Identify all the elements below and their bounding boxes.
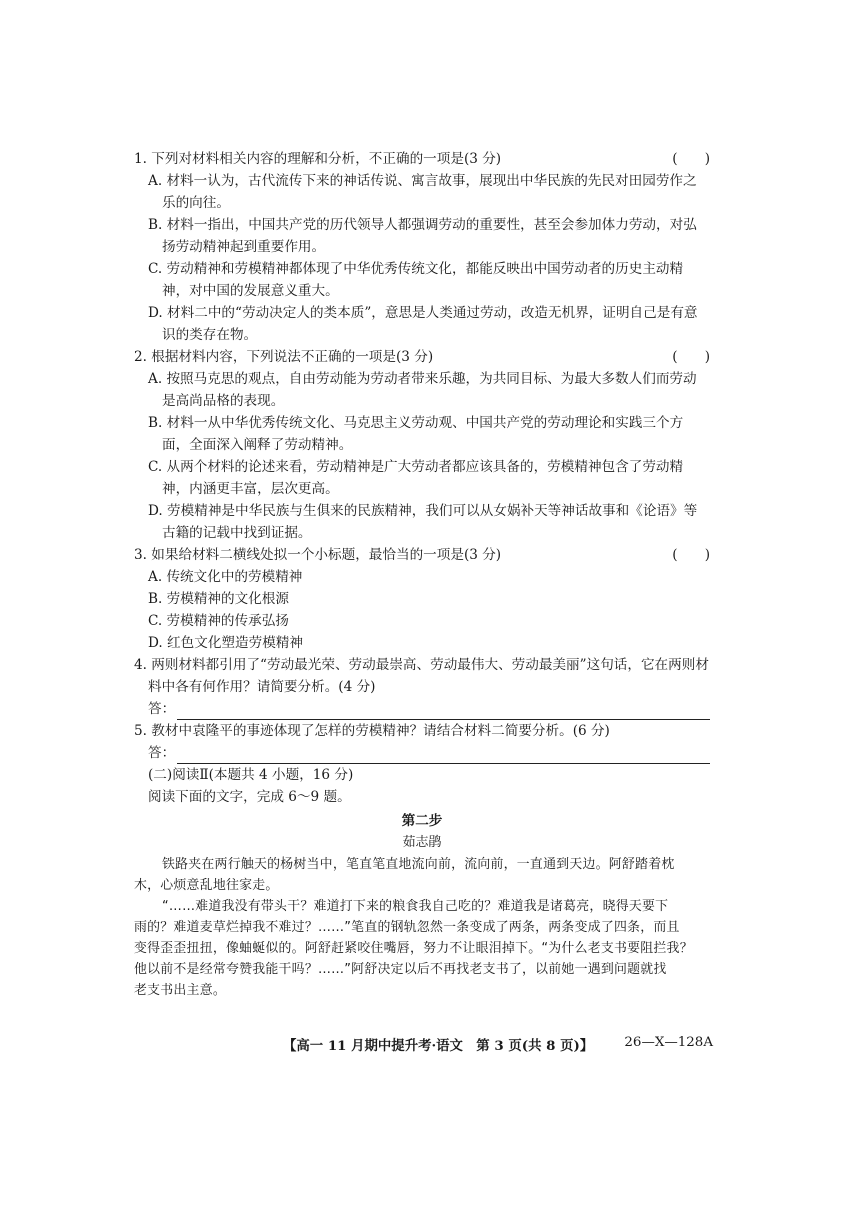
q4-answer-label: 答： (148, 701, 176, 717)
q5-line-1: 5. 教材中袁隆平的事迹体现了怎样的劳模精神？请结合材料二简要分析。(6 分) (134, 723, 610, 739)
page-footer (283, 1035, 713, 1054)
question-1 (134, 148, 710, 346)
question-5 (134, 720, 710, 764)
option-A-line-1: A. 材料一认为，古代流传下来的神话传说、寓言故事，展现出中华民族的先民对田园劳作之 (148, 173, 697, 189)
option-D-line-2: 古籍的记载中找到证据。 (162, 525, 312, 541)
story-line: 雨的？难道麦草烂掉我不难过？……”笔直的钢轨忽然一条变成了两条，两条变成了四条，而且 (134, 920, 680, 935)
q5-answer-field[interactable] (134, 742, 710, 764)
option-B-line-1: B. 劳模精神的文化根源 (148, 591, 289, 607)
q4-answer-field[interactable] (134, 698, 710, 720)
option-A-line-2: 是高尚品格的表现。 (162, 393, 285, 409)
option-D-line-1: D. 劳模精神是中华民族与生俱来的民族精神，我们可以从女娲补天等神话故事和《论语》等 (148, 503, 698, 519)
option-C-line-1: C. 劳动精神和劳模精神都体现了中华优秀传统文化，都能反映出中国劳动者的历史主动精 (148, 261, 684, 277)
option-A-line-2: 乐的向往。 (162, 195, 230, 211)
question-2 (134, 346, 710, 544)
answer-bracket[interactable]: ( ) (672, 547, 710, 563)
story-text (134, 854, 710, 1001)
q4-line-1: 4. 两则材料都引用了“劳动最光荣、劳动最崇高、劳动最伟大、劳动最美丽”这句话，它在两则材 (134, 657, 709, 673)
q5-answer-label: 答： (148, 745, 176, 761)
option-D-line-2: 识的类存在物。 (162, 327, 258, 343)
question-stem: 2. 根据材料内容，下列说法不正确的一项是(3 分) (134, 349, 434, 365)
story-line: 变得歪歪扭扭，像蚰蜒似的。阿舒赶紧咬住嘴唇，努力不让眼泪掉下。“为什么老支书要阻拦我？ (134, 941, 693, 956)
answer-bracket[interactable]: ( ) (672, 349, 710, 365)
question-3 (134, 544, 710, 654)
story-line: 老支书出主意。 (134, 983, 226, 998)
story-line: 铁路夹在两行触天的杨树当中，笔直笔直地流向前，流向前，一直通到天边。阿舒踏着枕 (162, 857, 675, 872)
q4-line-2: 料中各有何作用？请简要分析。(4 分) (148, 679, 376, 695)
option-B-line-2: 扬劳动精神起到重要作用。 (162, 239, 326, 255)
multiple-choice-questions (134, 148, 710, 654)
option-C-line-1: C. 劳模精神的传承弘扬 (148, 613, 289, 629)
option-C-line-2: 神，对中国的发展意义重大。 (162, 283, 339, 299)
section-heading: (二)阅读Ⅱ(本题共 4 小题，16 分) (148, 767, 354, 783)
option-C-line-1: C. 从两个材料的论述来看，劳动精神是广大劳动者都应该具备的，劳模精神包含了劳动精 (148, 459, 684, 475)
option-C-line-2: 神，内涵更丰富，层次更高。 (162, 481, 339, 497)
q5-answer-line[interactable] (177, 749, 710, 764)
option-D-line-1: D. 红色文化塑造劳模精神 (148, 635, 303, 651)
option-B-line-1: B. 材料一指出，中国共产党的历代领导人都强调劳动的重要性，甚至会参加体力劳动，对弘 (148, 217, 697, 233)
option-B-line-1: B. 材料一从中华优秀传统文化、马克思主义劳动观、中国共产党的劳动理论和实践三个方 (148, 415, 684, 431)
footer-code: 26—X—128A (624, 1035, 713, 1050)
question-stem: 1. 下列对材料相关内容的理解和分析，不正确的一项是(3 分) (134, 151, 502, 167)
option-B-line-2: 面，全面深入阐释了劳动精神。 (162, 437, 353, 453)
story-paragraph (134, 896, 710, 1001)
section-instruction: 阅读下面的文字，完成 6～9 题。 (148, 789, 351, 805)
story-paragraph (134, 854, 710, 896)
footer-label: 【高一 11 月期中提升考·语文 第 3 页(共 8 页)】 (283, 1038, 594, 1054)
option-A-line-1: A. 传统文化中的劳模精神 (148, 569, 303, 585)
question-stem: 3. 如果给材料二横线处拟一个小标题，最恰当的一项是(3 分) (134, 547, 502, 563)
story-line: 他以前不是经常夸赞我能干吗？……”阿舒决定以后不再找老支书了，以前她一遇到问题就找 (134, 962, 667, 977)
story-line: “……难道我没有带头干？难道打下来的粮食我自己吃的？难道我是诸葛亮，晓得天要下 (162, 899, 669, 914)
answer-bracket[interactable]: ( ) (672, 151, 710, 167)
story-title: 第二步 (401, 813, 443, 829)
story-line: 木，心烦意乱地往家走。 (134, 878, 279, 893)
q4-answer-line[interactable] (177, 705, 710, 720)
question-area (134, 148, 710, 1001)
story-author: 茹志鹃 (402, 835, 442, 850)
option-A-line-1: A. 按照马克思的观点，自由劳动能为劳动者带来乐趣，为共同目标、为最大多数人们而劳动 (148, 371, 697, 387)
question-4 (134, 654, 710, 720)
option-D-line-1: D. 材料二中的“劳动决定人的类本质”，意思是人类通过劳动，改造无机界，证明自己是有意 (148, 305, 698, 321)
